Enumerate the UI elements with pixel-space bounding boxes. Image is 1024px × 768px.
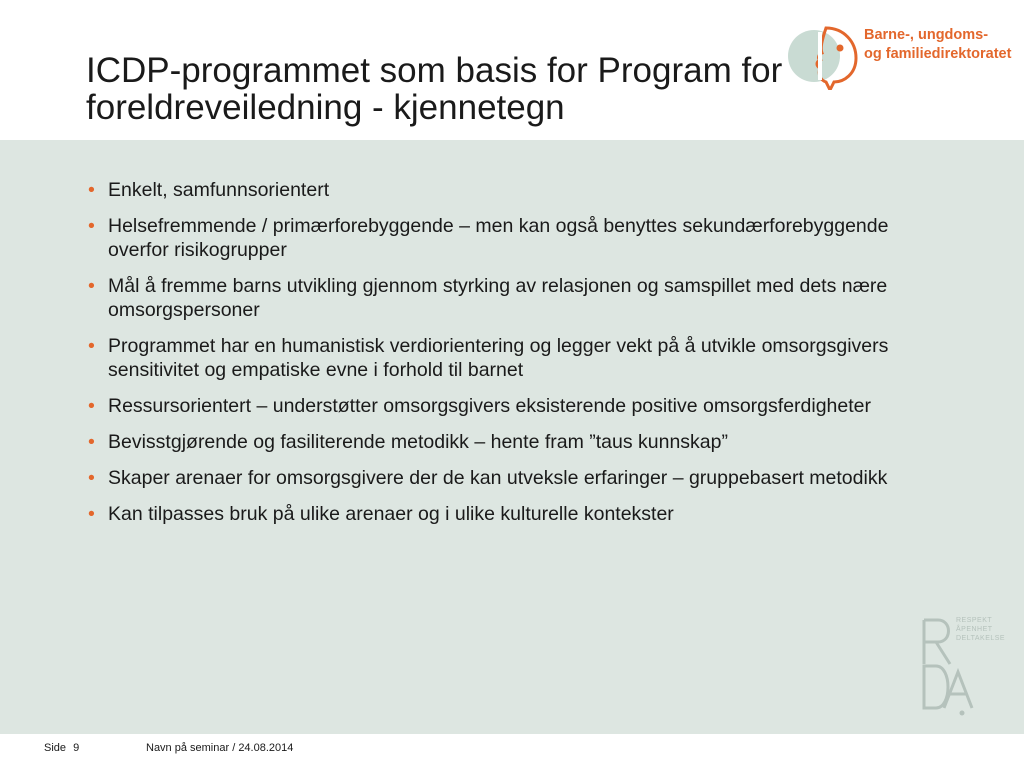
bullet-item (88, 430, 928, 454)
bullet-list (88, 178, 928, 538)
bullet-text: Helsefremmende / primærforebyggende – men kan også benyttes sekundærforebyggende overfor risikogrupper (108, 215, 889, 261)
logo-line-2: og familiedirektoratet (864, 46, 1012, 62)
side-label: Side (44, 742, 67, 754)
bullet-text: Bevisstgjørende og fasiliterende metodikk – hente fram ”taus kunnskap” (108, 431, 728, 453)
page-number: 9 (73, 742, 80, 754)
bullet-text: Kan tilpasses bruk på ulike arenaer og i ulike kulturelle kontekster (108, 503, 674, 525)
title-line-2: foreldreveiledning - kjennetegn (86, 88, 565, 127)
bullet-dot: • (88, 431, 95, 453)
bullet-item (88, 394, 928, 418)
face-profile-logo-icon (786, 20, 866, 90)
page-indicator (44, 742, 83, 754)
bullet-dot: • (88, 467, 95, 489)
bullet-item (88, 334, 928, 382)
bullet-item (88, 178, 928, 202)
bullet-item (88, 502, 928, 526)
bullet-item (88, 214, 928, 262)
seminar-info: Navn på seminar / 24.08.2014 (146, 742, 294, 754)
watermark-words (956, 616, 1005, 643)
slide-header (0, 0, 1024, 140)
rda-watermark (918, 616, 1008, 716)
bullet-item (88, 274, 928, 322)
slide-footer (0, 734, 1024, 768)
bullet-text: Mål å fremme barns utvikling gjennom styrking av relasjonen og samspillet med dets nære omsorgspersoner (108, 275, 888, 321)
bullet-dot: • (88, 335, 95, 357)
title-line-1: ICDP-programmet som basis for Program for (86, 51, 783, 90)
bullet-text: Ressursorientert – understøtter omsorgsgivers eksisterende positive omsorgsferdigheter (108, 395, 871, 417)
bullet-text: Programmet har en humanistisk verdiorientering og legger vekt på å utvikle omsorgsgivers sensitivitet og empatiske evne i forhold til barnet (108, 335, 889, 381)
bullet-dot: • (88, 179, 95, 201)
bullet-dot: • (88, 395, 95, 417)
logo-text (864, 26, 1011, 64)
bullet-dot: • (88, 503, 95, 525)
bullet-text: Enkelt, samfunnsorientert (108, 179, 330, 201)
watermark-word-2: ÅPENHET (956, 626, 993, 633)
bufdir-logo (786, 20, 1016, 90)
watermark-word-3: DELTAKELSE (956, 635, 1006, 642)
logo-line-1: Barne-, ungdoms- (864, 27, 989, 43)
slide-title (86, 52, 906, 126)
slide-content (0, 140, 1024, 734)
bullet-dot: • (88, 215, 95, 237)
bullet-text: Skaper arenaer for omsorgsgivere der de kan utveksle erfaringer – gruppebasert metodikk (108, 467, 888, 489)
bullet-dot: • (88, 275, 95, 297)
watermark-word-1: RESPEKT (956, 617, 993, 624)
bullet-item (88, 466, 928, 490)
